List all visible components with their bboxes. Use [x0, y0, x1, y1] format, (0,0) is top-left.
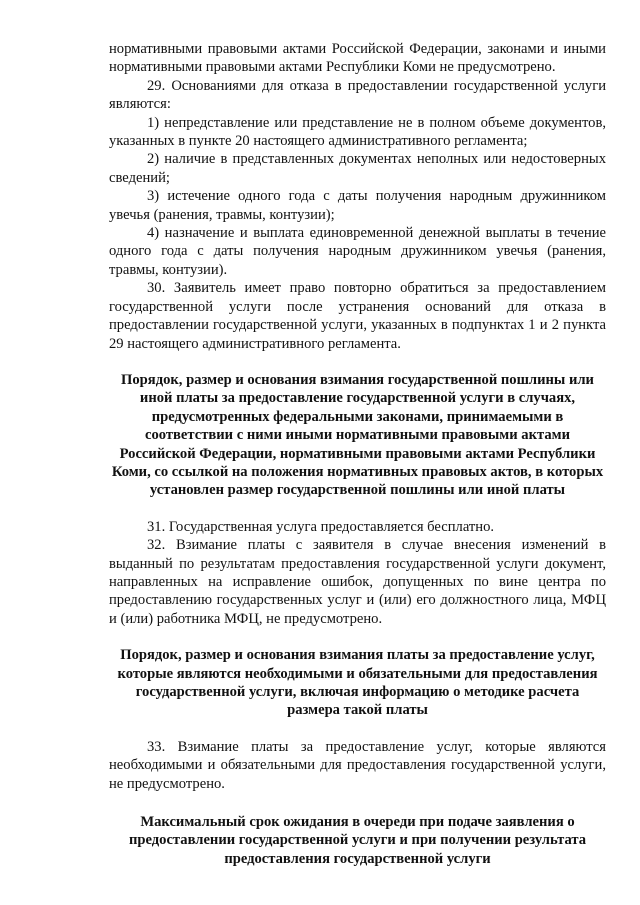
paragraph-29-item-4: 4) назначение и выплата единовременной денежной выплаты в течение одного года с даты получения народным дружинником увечья (ранения, травмы, контузии).	[109, 225, 606, 278]
paragraph-29-item-3: 3) истечение одного года с даты получения народным дружинником увечья (ранения, травмы, контузии);	[109, 188, 606, 223]
section-heading-queue-time: Максимальный срок ожидания в очереди при подаче заявления о предоставлении государственной услуги и при получении результата предоставления государственной услуги	[128, 814, 587, 867]
paragraph-32: 32. Взимание платы с заявителя в случае внесения изменений в выданный по результатам предоставления государственной услуги документ, направленных на исправление ошибок, допущенных по вине центра по предоставлению государственных услуг и (или) его должностного лица, МФЦ и (или) работника МФЦ, не предусмотрено.	[109, 537, 606, 627]
section-heading-required-services-fees: Порядок, размер и основания взимания платы за предоставление услуг, которые являются необходимыми и обязательными для предоставления государственной услуги, включая информацию о методике расчета размера такой платы	[117, 647, 598, 719]
paragraph-29-item-1: 1) непредставление или представление не в полном объеме документов, указанных в пункте 20 настоящего административного регламента;	[109, 114, 606, 150]
paragraph-continuation: нормативными правовыми актами Российской Федерации, законами и иными нормативными правовыми актами Республики Коми не предусмотрено.	[109, 41, 606, 76]
paragraph-29-intro: 29. Основаниями для отказа в предоставлении государственной услуги являются:	[109, 77, 606, 113]
section-heading-fees: Порядок, размер и основания взимания государственной пошлины или иной платы за предоставление государственной услуги в случаях, предусмотренных федеральными законами, принимаемыми в соответствии с ними иными нормативными правовыми актами Российской Федерации, нормативными правовыми актами Республики Коми, со ссылкой на положения нормативных правовых актов, в которых установлен размер государственной пошлины или иной платы	[111, 371, 604, 499]
paragraph-29-item-2: 2) наличие в представленных документах неполных или недостоверных сведений;	[109, 151, 606, 186]
document-body	[109, 40, 606, 868]
paragraph-30: 30. Заявитель имеет право повторно обратиться за предоставлением государственной услуги после устранения оснований для отказа в предоставлении государственной услуги, указанных в подпунктах 1 и 2 пункта 29 настоящего административного регламента.	[109, 280, 606, 352]
paragraph-33: 33. Взимание платы за предоставление услуг, которые являются необходимыми и обязательными для предоставления государственной услуги, не предусмотрено.	[109, 738, 606, 792]
paragraph-31: 31. Государственная услуга предоставляется бесплатно.	[147, 518, 495, 535]
